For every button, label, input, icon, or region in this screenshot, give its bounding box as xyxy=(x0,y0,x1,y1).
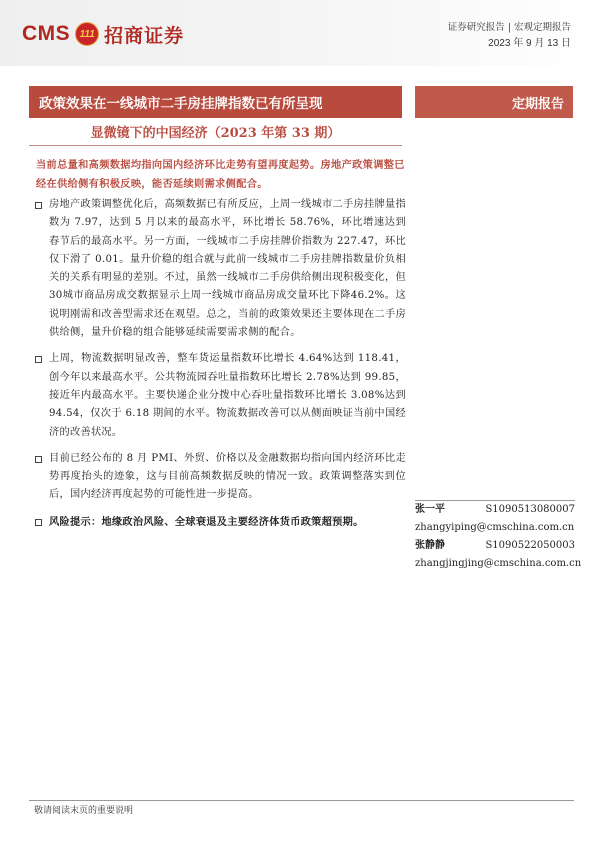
report-title-bar xyxy=(29,86,402,118)
risk-item xyxy=(34,513,406,532)
title-divider xyxy=(29,145,402,146)
footer-disclaimer-note: 敬请阅读末页的重要说明 xyxy=(34,806,134,816)
square-bullet-icon xyxy=(35,519,42,526)
company-logo xyxy=(22,18,184,50)
header-meta xyxy=(448,20,571,52)
bullet-item xyxy=(34,450,406,505)
bullet-text: 房地产政策调整优化后，高频数据已有所反应，上周一线城市二手房挂牌量指数为 7.97，达到 5 月以来的最高水平，环比增长 58.76%，环比增速达到春节后的最高水平。另一方面，一线城市二手房挂牌价指数为 227.47，环比仅下滑了 0.01。量升价稳的组合就与此前一线城市二手房挂牌指数量价负相关的关系有明显的差别。不过，虽然一线城市二手房供给侧出现积极变化，但30城市商品房成交数据显示上周一线城市商品房成交量环比下降46.2%。这说明刚需和改善型需求还在观望。总之，当前的政策效果还主要体现在二手房供给侧，量升价稳的组合能够延续需要需求侧的配合。 xyxy=(49,199,406,339)
logo-emblem-icon xyxy=(75,22,99,46)
analyst-email[interactable]: zhangjingjing@cmschina.com.cn xyxy=(415,558,582,569)
report-category: 证券研究报告 | 宏观定期报告 xyxy=(447,22,571,33)
report-type-bar xyxy=(415,86,573,118)
bullet-text: 上周，物流数据明显改善，整车货运量指数环比增长 4.64%达到 118.41，创今年以来最高水平。公共物流园吞吐量指数环比增长 2.78%达到 99.85，接近年内最高水平。主要快递企业分拨中心吞吐量指数环比增长 3.08%达到 94.54，仅次于 6.18 期间的水平。物流数据改善可以从侧面映证当前中国经济的改善状况。 xyxy=(49,353,406,438)
summary-paragraph: 当前总量和高频数据均指向国内经济环比走势有望再度起势。房地产政策调整已经在供给侧有积极反映，能否延续则需求侧配合。 xyxy=(36,159,405,190)
report-type: 定期报告 xyxy=(511,96,564,112)
analyst-email[interactable]: zhangyiping@cmschina.com.cn xyxy=(415,522,575,533)
risk-label: 风险提示： xyxy=(49,515,102,528)
risk-text-block xyxy=(49,513,406,532)
logo-latin-text: CMS xyxy=(22,22,71,45)
analyst-row xyxy=(415,537,575,555)
bullet-text: 目前已经公布的 8 月 PMI、外贸、价格以及金融数据均指向国内经济环比走势再度抬头的迹象，这与目前高频数据反映的情况一致。政策调整落实到位后，国内经济再度起势的可能性进一步提高。 xyxy=(49,452,406,501)
square-bullet-icon xyxy=(35,456,42,463)
analyst-name: 张静静 xyxy=(415,540,445,551)
analyst-certificate: S1090513080007 xyxy=(485,504,575,515)
bullet-item xyxy=(34,350,406,441)
report-title: 政策效果在一线城市二手房挂牌指数已有所呈现 xyxy=(39,96,323,112)
analyst-certificate: S1090522050003 xyxy=(485,540,575,551)
bullet-item xyxy=(34,196,406,342)
logo-emblem-text: 111 xyxy=(79,28,95,40)
analyst-row xyxy=(415,501,575,519)
footer-divider xyxy=(29,800,574,801)
square-bullet-icon xyxy=(35,202,42,209)
bullet-list xyxy=(34,196,406,540)
analyst-panel xyxy=(415,500,582,573)
risk-text: 地缘政治风险、全球衰退及主要经济体货币政策超预期。 xyxy=(101,515,364,528)
report-subtitle: 显微镜下的中国经济（2023 年第 33 期） xyxy=(90,126,341,141)
report-date: 2023 年 9 月 13 日 xyxy=(488,38,571,49)
logo-chinese-text: 招商证券 xyxy=(104,24,185,47)
square-bullet-icon xyxy=(35,356,42,363)
analyst-name: 张一平 xyxy=(415,504,445,515)
